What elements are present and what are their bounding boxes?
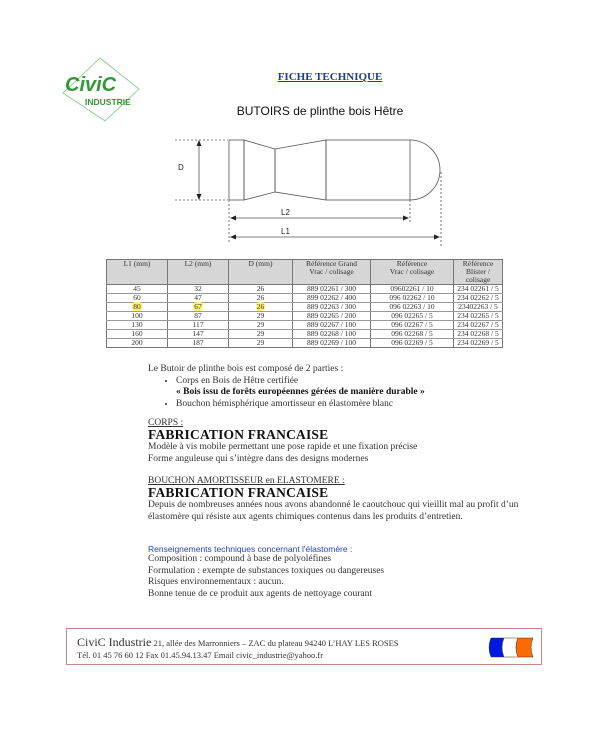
bouchon-text: Depuis de nombreuses années nous avons abandonné le caoutchouc qui vieillit mal au profit d’un élastomère qui résiste aux agents chimiques contenus dans les produits d’entretien. [148, 500, 519, 522]
l1-arrowhead-left [230, 235, 236, 240]
logo-civic-text: CiviC [65, 74, 117, 96]
cell-value: 45 [133, 284, 141, 293]
technical-info-line: Bonne tenue de ce produit aux agents de nettoyage courant [148, 588, 372, 599]
d-arrowhead-top [197, 140, 202, 146]
technical-info-line: Risques environnementaux : aucun. [148, 577, 284, 587]
flag-white-band [502, 638, 518, 657]
table-cell [168, 339, 229, 348]
bumper-dome [410, 140, 440, 200]
table-cell [229, 339, 293, 348]
cell-value: 26 [256, 293, 265, 302]
composition-intro [148, 364, 508, 410]
table-cell [454, 339, 503, 348]
cell-value: 096 02268 / 5 [391, 329, 433, 338]
technical-info-line: Composition : compound à base de polyoléfines [148, 554, 332, 564]
cell-value: 09602261 / 10 [390, 284, 434, 293]
cell-value: 096 02267 / 5 [391, 320, 433, 329]
french-flag-icon [487, 635, 537, 660]
cell-value: 60 [133, 293, 141, 302]
cell-value: 100 [131, 311, 143, 320]
footer-contact-line: Tél. 01 45 76 60 12 Fax 01.45.94.13.47 Email civic_industrie@yahoo.fr [77, 650, 324, 660]
body-main [326, 140, 410, 200]
specifications-table [106, 259, 503, 348]
table-row [107, 339, 503, 348]
cell-value: 187 [192, 338, 204, 347]
corps-section [148, 418, 528, 465]
list-item-bumper: • Bouchon hémisphérique amortisseur en élastomère blanc [176, 399, 508, 411]
footer-contact-box [66, 628, 542, 665]
table-row [107, 285, 503, 294]
table-row [107, 330, 503, 339]
l1-arrowhead-right [434, 235, 440, 240]
label-l2: L2 [281, 208, 290, 217]
table-cell [371, 339, 454, 348]
body-cap [229, 140, 244, 200]
product-title: BUTOIRS de plinthe bois Hêtre [236, 104, 404, 118]
flag-orange-band [516, 638, 533, 657]
cell-value: 234 02269 / 5 [457, 338, 499, 347]
cell-value: 130 [131, 320, 143, 329]
bouchon-heading: FABRICATION FRANCAISE [148, 485, 329, 500]
cell-value: 889 02268 / 100 [307, 329, 356, 338]
sustainability-note: « Bois issu de forêts européennes gérées de manière durable » [176, 387, 425, 397]
corps-heading: FABRICATION FRANCAISE [148, 427, 329, 442]
technical-info-label: Renseignements techniques concernant l'élastomère : [148, 544, 353, 554]
l2-arrowhead-right [403, 216, 409, 221]
cell-value: 29 [256, 311, 265, 320]
table-row [107, 303, 503, 312]
table-header-row [107, 260, 503, 285]
intro-lead: Le Butoir de plinthe bois est composé de 2 parties : [148, 364, 344, 374]
document-title: FICHE TECHNIQUE [277, 71, 383, 83]
bouchon-label: BOUCHON AMORTISSEUR en ELASTOMERE : [148, 476, 345, 486]
body-neck-taper [244, 140, 275, 200]
cell-value: 234 02268 / 5 [457, 329, 499, 338]
highlighted-value: 80 [133, 302, 141, 311]
label-l1: L1 [281, 227, 290, 236]
cell-value: 200 [131, 338, 143, 347]
cell-value: 29 [256, 329, 265, 338]
cell-value: 29 [256, 320, 265, 329]
header-ref-vrac: Référence Vrac / colisage [371, 260, 454, 285]
header-d: D (mm) [229, 260, 293, 285]
table-cell [107, 339, 168, 348]
cell-value: 147 [192, 329, 204, 338]
cell-value: 23402263 / 5 [458, 302, 498, 311]
highlighted-value: 26 [256, 302, 265, 311]
composition-list [148, 376, 508, 411]
highlighted-value: 67 [194, 302, 202, 311]
table-row [107, 294, 503, 303]
bouchon-section [148, 476, 533, 523]
table-row [107, 321, 503, 330]
cell-value: 29 [256, 338, 265, 347]
cell-value: 096 02269 / 5 [391, 338, 433, 347]
cell-value: 234 02262 / 5 [457, 293, 499, 302]
cell-value: 889 02261 / 300 [307, 284, 356, 293]
footer-company-name: CiviC Industrie [77, 635, 152, 649]
footer-address: 21, allée des Marronniers – ZAC du plateau 94240 L’HAY LES ROSES [151, 638, 399, 648]
cell-value: 889 02269 / 100 [307, 338, 356, 347]
header-ref-grand-vrac: Référence Grand Vrac / colisage [293, 260, 371, 285]
cell-value: 234 02265 / 5 [457, 311, 499, 320]
cell-value: 234 02261 / 5 [457, 284, 499, 293]
d-arrowhead-bottom [197, 194, 202, 200]
cell-value: 47 [194, 293, 202, 302]
cell-value: 899 02262 / 400 [307, 293, 356, 302]
header-ref-blister: Référence Blister / colisage [454, 260, 503, 285]
cell-value: 234 02267 / 5 [457, 320, 499, 329]
cell-value: 32 [194, 284, 202, 293]
logo-industrie-text: INDUSTRIE [85, 97, 131, 107]
product-diagram [160, 128, 460, 248]
cell-value: 889 02265 / 200 [307, 311, 356, 320]
footer-address-line [77, 635, 399, 650]
cell-value: 87 [194, 311, 202, 320]
cell-value: 889 02267 / 100 [307, 320, 356, 329]
header-l2: L2 (mm) [168, 260, 229, 285]
cell-value: 096 02263 / 10 [389, 302, 435, 311]
corps-line-2: Forme anguleuse qui s’intègre dans des designs modernes [148, 453, 369, 464]
label-d: D [178, 163, 184, 172]
list-item-body: • Corps en Bois de Hêtre certifiée « Bois issu de forêts européennes gérées de manière durable » [176, 376, 508, 399]
technical-info-line: Formulation : exempte de substances toxiques ou dangereuses [148, 565, 385, 576]
header-l1: L1 (mm) [107, 260, 168, 285]
cell-value: 160 [131, 329, 143, 338]
cell-value: 26 [256, 284, 265, 293]
technical-info-section [148, 544, 508, 600]
cell-value: 096 02265 / 5 [391, 311, 433, 320]
l2-arrowhead-left [230, 216, 236, 221]
table-row [107, 312, 503, 321]
cell-value: 117 [192, 320, 204, 329]
corps-label: CORPS : [148, 418, 184, 428]
cell-value: 889 02263 / 300 [307, 302, 356, 311]
body-widening [275, 140, 326, 200]
table-cell [293, 339, 371, 348]
cell-value: 096 02262 / 10 [389, 293, 435, 302]
corps-line-1: Modèle à vis mobile permettant une pose rapide et une fixation précise [148, 442, 418, 452]
